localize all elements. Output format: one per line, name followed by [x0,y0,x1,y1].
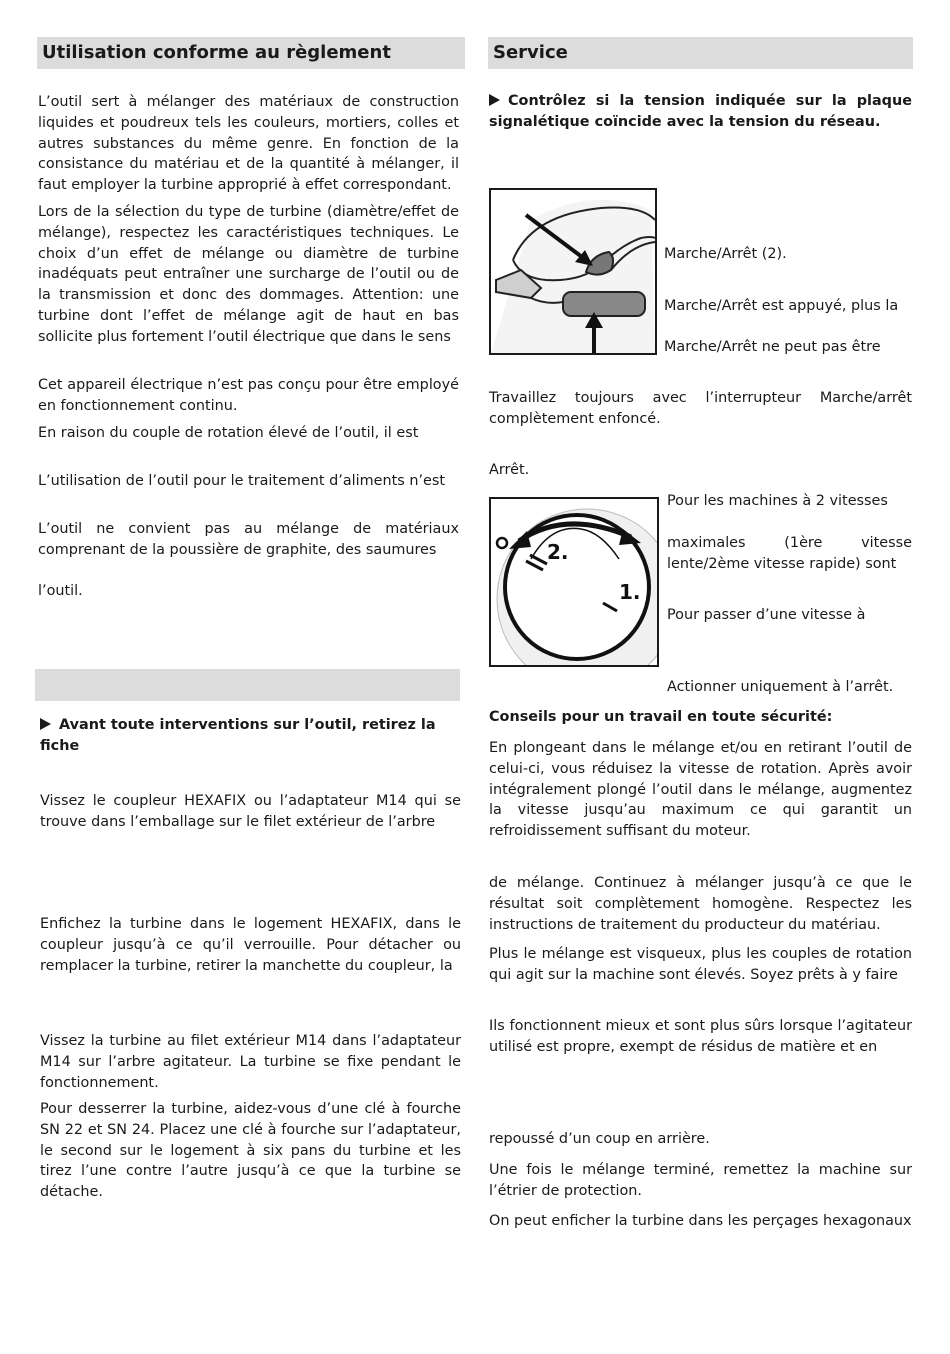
paragraph: Plus le mélange est visqueux, plus les couples de rotation qui agit sur la machine sont élevés. Soyez prêts à y faire [489,946,912,983]
paragraph: Enfichez la turbine dans le logement HEXAFIX, dans le coupleur jusqu’à ce qu’il verrouille. Pour détacher ou remplacer la turbine, retirer la manchette du coupleur, la [40,916,461,974]
arrow-right-icon [489,94,500,106]
paragraph: repoussé d’un coup en arrière. [489,1131,710,1147]
paragraph: Vissez le coupleur HEXAFIX ou l’adaptateur M14 qui se trouve dans l’emballage sur le filet extérieur de l’arbre [40,793,461,830]
section-heading-service: Service [488,37,913,69]
paragraph: Actionner uniquement à l’arrêt. [667,679,894,695]
warning-note [489,91,912,133]
switch-drawing [491,190,655,353]
warning-text: Avant toute interventions sur l’outil, retirez la fiche [40,717,436,754]
section-heading-utilisation: Utilisation conforme au règlement [37,37,465,69]
paragraph: L’outil ne convient pas au mélange de matériaux comprenant de la poussière de graphite, des saumures [38,521,459,558]
paragraph: Pour passer d’une vitesse à [667,607,866,623]
paragraph: Marche/Arrêt est appuyé, plus la [664,298,899,314]
arrow-right-icon [40,718,51,730]
section-heading-empty [35,669,460,701]
dial-label-2: 2. [547,540,569,564]
tips-title: Conseils pour un travail en toute sécurité: [489,709,833,725]
paragraph: L’utilisation de l’outil pour le traitement d’aliments n’est [38,473,446,489]
paragraph: Pour les machines à 2 vitesses [667,493,888,509]
speed-dial-illustration [489,497,659,667]
paragraph: Marche/Arrêt (2). [664,246,787,262]
paragraph: de mélange. Continuez à mélanger jusqu’à ce que le résultat soit complètement homogène. Respectez les instructions de traitement du producteur du matériau. [489,875,912,933]
warning-text: Contrôlez si la tension indiquée sur la plaque signalétique coïncide avec la tension du réseau. [489,93,912,130]
paragraph: Cet appareil électrique n’est pas conçu pour être employé en fonctionnement continu. [38,377,459,414]
paragraph: En plongeant dans le mélange et/ou en retirant l’outil de celui-ci, vous réduisez la vitesse de rotation. Après avoir intégralement plongé l’outil dans le mélange, augmentez la vitesse jusqu’au maximum ce qui garantit un refroidissement suffisant du moteur. [489,740,912,840]
paragraph: Marche/Arrêt ne peut pas être [664,339,881,355]
paragraph: Arrêt. [489,462,530,478]
dial-drawing [491,499,657,665]
paragraph: Vissez la turbine au filet extérieur M14 dans l’adaptateur M14 sur l’arbre agitateur. La turbine se fixe pendant le fonctionnement. [40,1033,461,1091]
paragraph: l’outil. [38,583,83,599]
paragraph: Lors de la sélection du type de turbine (diamètre/effet de mélange), respectez les caractéristiques techniques. Le choix d’un effet de mélange ou diamètre de turbine inadéquats peut entraîner une surcharge de l’outil ou de la transmission et donc des dommages. Attention: une turbine dont l’effet de mélange agit de haut en bas sollicite plus fortement l’outil électrique que dans le sens [38,204,459,345]
paragraph: Ils fonctionnent mieux et sont plus sûrs lorsque l’agitateur utilisé est propre, exempt de résidus de matière et en [489,1018,912,1055]
paragraph: Une fois le mélange terminé, remettez la machine sur l’étrier de protection. [489,1162,912,1199]
paragraph: On peut enficher la turbine dans les perçages hexagonaux [489,1213,912,1229]
paragraph: En raison du couple de rotation élevé de l’outil, il est [38,425,419,441]
paragraph: maximales (1ère vitesse lente/2ème vitesse rapide) sont [667,535,912,572]
paragraph: Pour desserrer la turbine, aidez-vous d’une clé à fourche SN 22 et SN 24. Placez une clé à fourche sur l’adaptateur, le second sur le logement à six pans du turbine et les tirez l’une contre l’autre jusqu’à ce que la turbine se détache. [40,1101,461,1201]
switch-illustration [489,188,657,355]
dial-label-1: 1. [619,580,641,604]
paragraph: L’outil sert à mélanger des matériaux de construction liquides et poudreux tels les couleurs, mortiers, colles et autres substances du même genre. En fonction de la consistance du matériau et de la quantité à mélanger, il faut employer la turbine approprié à effet correspondant. [38,94,459,194]
warning-note [40,715,461,757]
paragraph: Travaillez toujours avec l’interrupteur Marche/arrêt complètement enfoncé. [489,390,912,427]
